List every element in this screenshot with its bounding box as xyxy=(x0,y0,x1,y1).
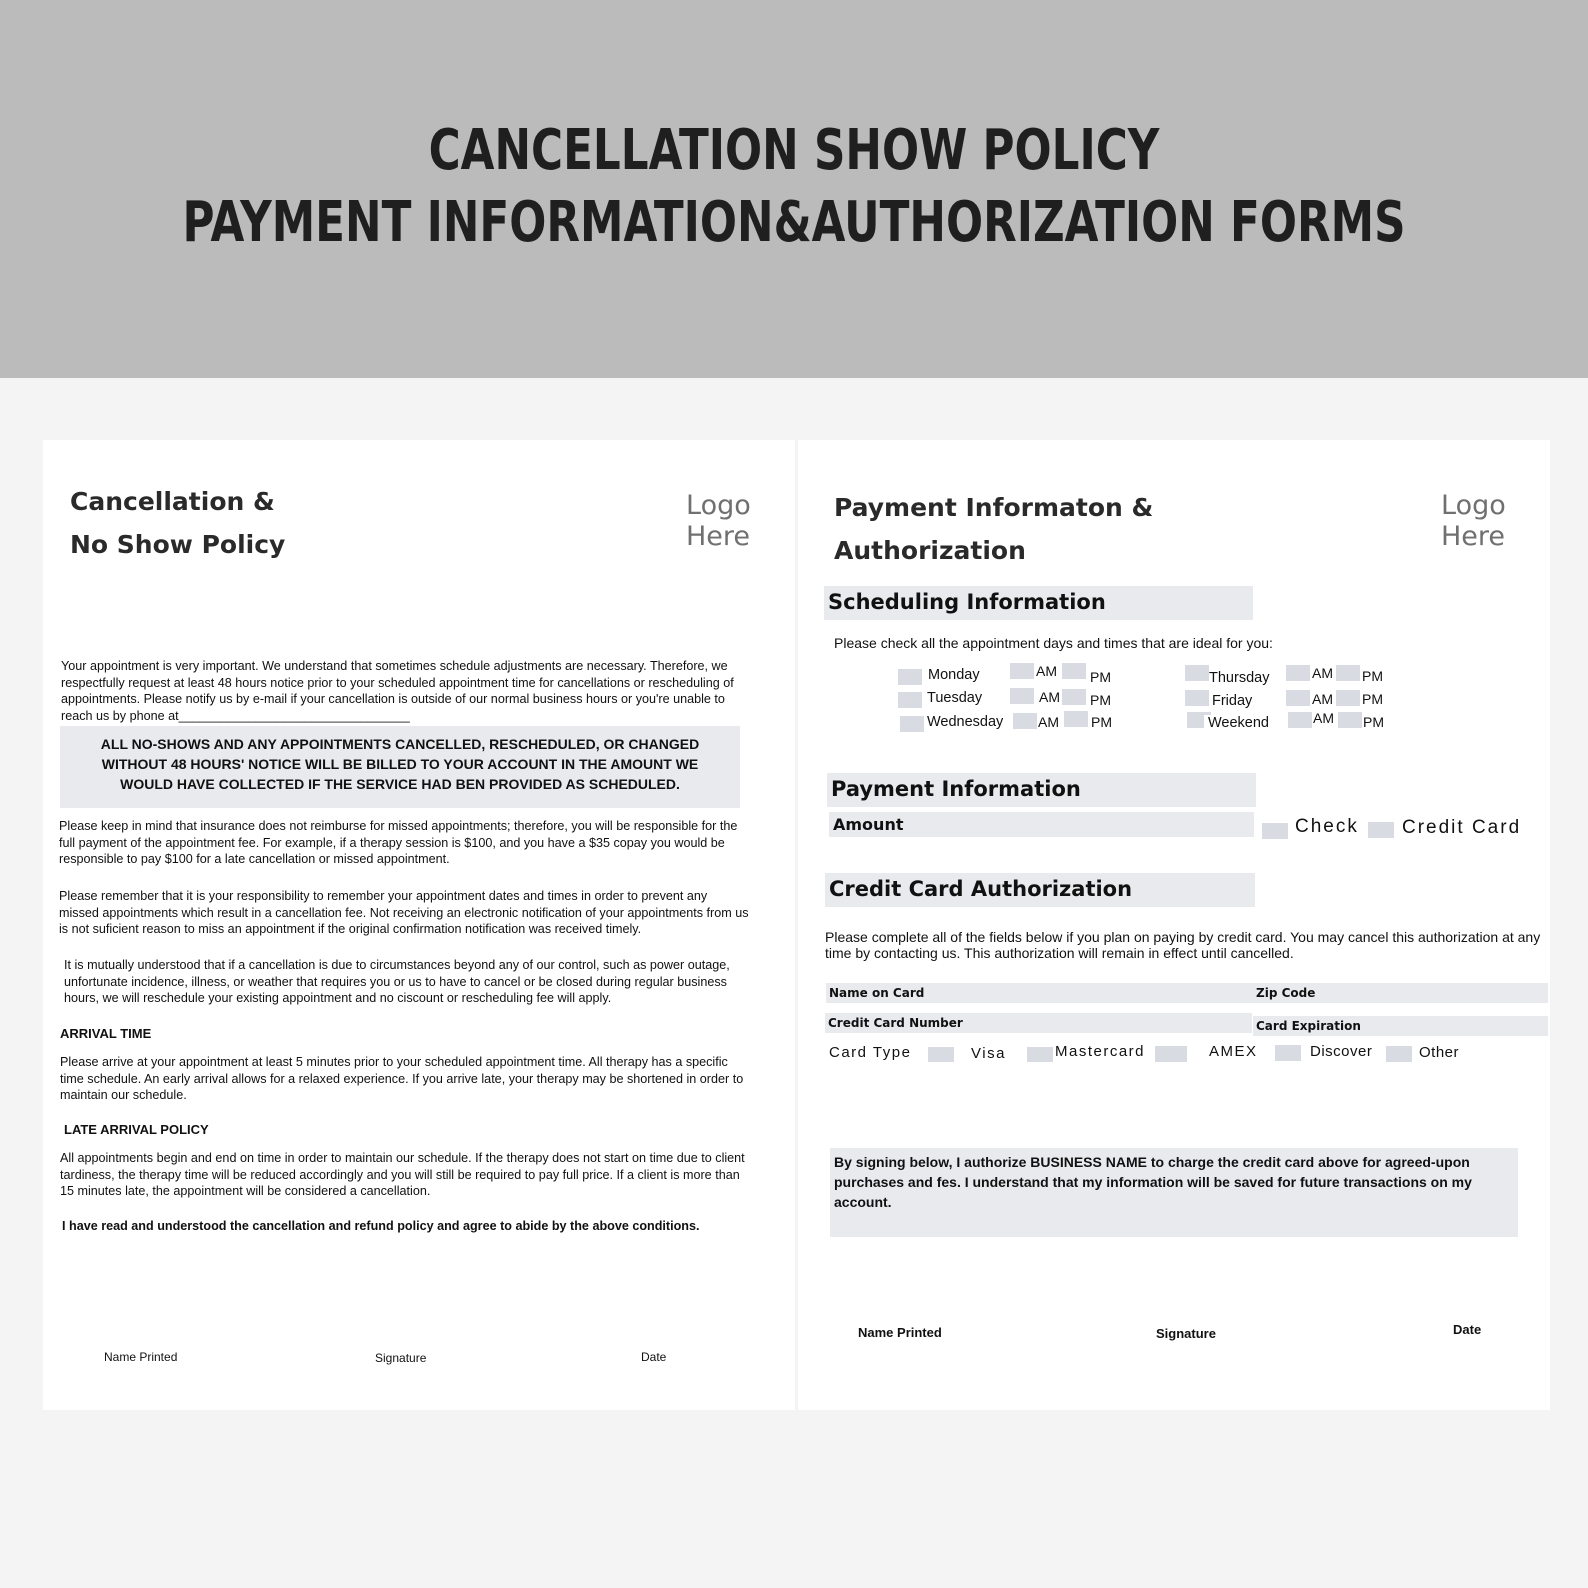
am-label: AM xyxy=(1036,663,1057,679)
scheduling-heading: Scheduling Information xyxy=(824,586,1253,620)
page-title-line-1: Payment Informaton & xyxy=(834,493,1154,522)
notice-box xyxy=(60,726,740,808)
header-banner xyxy=(0,0,1588,378)
logo-line-1: Logo xyxy=(686,490,751,521)
other-label: Other xyxy=(1419,1044,1460,1061)
payment-authorization-page xyxy=(798,440,1550,1410)
page-title-line-2: No Show Policy xyxy=(70,530,286,559)
thursday-pm-checkbox[interactable] xyxy=(1336,665,1360,681)
wednesday-pm-checkbox[interactable] xyxy=(1064,711,1088,727)
logo-placeholder xyxy=(1441,490,1506,552)
logo-line-1: Logo xyxy=(1441,490,1506,521)
name-on-card-field[interactable]: Name on Card xyxy=(826,983,1253,1003)
mastercard-label: Mastercard xyxy=(1055,1043,1146,1060)
amount-label: Amount xyxy=(833,815,904,834)
authorization-statement-box xyxy=(830,1148,1518,1237)
credit-card-authorization-heading: Credit Card Authorization xyxy=(825,873,1255,907)
day-friday: Friday xyxy=(1212,693,1253,709)
late-arrival-heading: LATE ARRIVAL POLICY xyxy=(64,1122,209,1137)
amex-checkbox[interactable] xyxy=(1155,1046,1187,1062)
responsibility-paragraph: Please remember that it is your responsibility to remember your appointment dates and times in order to prevent any missed appointments which result in a cancellation fee. Not receiving an electronic notification of your appointments from us is not suficient reason to miss an appointment if the original confirmation notification was received timely. xyxy=(59,889,749,936)
tuesday-am-checkbox[interactable] xyxy=(1010,688,1034,704)
thursday-checkbox[interactable] xyxy=(1185,665,1209,681)
page-title xyxy=(70,480,285,566)
credit-card-number-field[interactable]: Credit Card Number xyxy=(825,1013,1252,1033)
banner-title-line-2: PAYMENT INFORMATION&AUTHORIZATION FORMS xyxy=(182,190,1406,255)
credit-card-label: Credit Card xyxy=(1402,817,1522,838)
amex-label: AMEX xyxy=(1209,1043,1258,1060)
card-type-label: Card Type xyxy=(829,1044,912,1061)
banner-title-line-1: CANCELLATION SHOW POLICY xyxy=(428,118,1160,183)
agreement-statement: I have read and understood the cancellation and refund policy and agree to abide by the above conditions. xyxy=(62,1219,700,1233)
authorization-statement: By signing below, I authorize BUSINESS NAME to charge the credit card above for agreed-upon purchases and fes. I understand that my information will be saved for future transactions on my account. xyxy=(834,1154,1472,1210)
pm-label: PM xyxy=(1091,714,1112,730)
am-label: AM xyxy=(1039,689,1060,705)
zip-code-field[interactable]: Zip Code xyxy=(1253,983,1548,1003)
date-label: Date xyxy=(641,1350,667,1364)
check-checkbox[interactable] xyxy=(1262,823,1288,839)
mastercard-checkbox[interactable] xyxy=(1027,1047,1053,1062)
visa-label: Visa xyxy=(971,1045,1006,1062)
am-label: AM xyxy=(1313,710,1334,726)
logo-placeholder xyxy=(686,490,751,552)
other-checkbox[interactable] xyxy=(1386,1046,1412,1062)
friday-pm-checkbox[interactable] xyxy=(1336,690,1360,706)
discover-label: Discover xyxy=(1310,1043,1373,1060)
date-label: Date xyxy=(1453,1322,1482,1337)
notice-text: ALL NO-SHOWS AND ANY APPOINTMENTS CANCELLED, RESCHEDULED, OR CHANGED WITHOUT 48 HOURS' NOTICE WILL BE BILLED TO YOUR ACCOUNT IN THE AMOUNT WE WOULD HAVE COLLECTED IF THE SERVICE HAD BEN PROVIDED AS SCHEDULED. xyxy=(100,736,700,792)
monday-checkbox[interactable] xyxy=(898,669,922,685)
visa-checkbox[interactable] xyxy=(928,1047,954,1062)
tuesday-pm-checkbox[interactable] xyxy=(1062,689,1086,705)
logo-line-2: Here xyxy=(686,521,751,552)
wednesday-checkbox[interactable] xyxy=(900,716,924,732)
credit-card-instructions: Please complete all of the fields below if you plan on paying by credit card. You may cancel this authorization at any time by contacting us. This authorization will remain in effect until cancelled. xyxy=(825,929,1541,961)
check-label: Check xyxy=(1295,816,1359,837)
insurance-paragraph: Please keep in mind that insurance does not reimburse for missed appointments; therefore, you will be responsible for the full payment of the appointment fee. For example, if a therapy session is $100, and you have a $35 copay you would be responsible to pay $100 for a late cancellation or missed appointment. xyxy=(59,819,738,866)
am-label: AM xyxy=(1312,665,1333,681)
card-expiration-field[interactable]: Card Expiration xyxy=(1253,1016,1548,1036)
page-title-line-1: Cancellation & xyxy=(70,487,275,516)
pm-label: PM xyxy=(1090,692,1111,708)
signature-label: Signature xyxy=(375,1351,427,1365)
name-printed-label: Name Printed xyxy=(858,1325,942,1340)
mutual-understanding-paragraph: It is mutually understood that if a cancellation is due to circumstances beyond any of our control, such as power outage, unfortunate incidence, illness, or weather that requires you or us to have to cancel or be closed during regular business hours, we will reschedule your existing appointment and no ciscount or rescheduling fee will apply. xyxy=(64,958,730,1005)
day-monday: Monday xyxy=(928,667,980,683)
thursday-am-checkbox[interactable] xyxy=(1286,665,1310,681)
day-weekend: Weekend xyxy=(1204,715,1269,731)
am-label: AM xyxy=(1312,691,1333,707)
monday-am-checkbox[interactable] xyxy=(1010,663,1034,679)
pm-label: PM xyxy=(1362,691,1383,707)
intro-paragraph: Your appointment is very important. We understand that sometimes schedule adjustments are necessary. Therefore, we respectfully request at least 48 hours notice prior to your scheduled appointment time for cancellations or rescheduling of appointments. Please notify us by e-mail if your cancellation is outside of our normal business hours or you're unable to reach us by phone at_________________________________ xyxy=(61,659,734,723)
arrival-time-heading: ARRIVAL TIME xyxy=(60,1026,152,1041)
late-arrival-text: All appointments begin and end on time in order to maintain our schedule. If the therapy does not start on time due to client tardiness, the therapy time will be reduced accordingly and you will still be required to pay full price. If a client is more than 15 minutes late, the appointment will be considered a cancellation. xyxy=(60,1151,745,1198)
friday-checkbox[interactable] xyxy=(1185,690,1209,706)
wednesday-am-checkbox[interactable] xyxy=(1013,713,1037,729)
arrival-time-text: Please arrive at your appointment at least 5 minutes prior to your scheduled appointment time. All therapy has a specific time schedule. An early arrival allows for a relaxed experience. If you arrive late, your therapy may be shortened in order to maintain our schedule. xyxy=(60,1055,744,1102)
am-label: AM xyxy=(1038,714,1059,730)
weekend-am-checkbox[interactable] xyxy=(1288,712,1312,728)
credit-card-checkbox[interactable] xyxy=(1368,822,1394,838)
friday-am-checkbox[interactable] xyxy=(1286,690,1310,706)
cancellation-policy-page xyxy=(43,440,795,1410)
signature-label: Signature xyxy=(1156,1326,1216,1341)
page-title-line-2: Authorization xyxy=(834,536,1026,565)
weekend-pm-checkbox[interactable] xyxy=(1338,712,1362,728)
amount-field[interactable] xyxy=(829,812,1254,837)
discover-checkbox[interactable] xyxy=(1275,1045,1301,1061)
day-wednesday: Wednesday xyxy=(927,714,1004,730)
monday-pm-checkbox[interactable] xyxy=(1062,663,1086,679)
logo-line-2: Here xyxy=(1441,521,1506,552)
scheduling-prompt: Please check all the appointment days and times that are ideal for you: xyxy=(834,635,1273,651)
day-tuesday: Tuesday xyxy=(927,690,983,706)
name-printed-label: Name Printed xyxy=(104,1350,178,1364)
pm-label: PM xyxy=(1363,714,1384,730)
payment-information-heading: Payment Information xyxy=(827,773,1256,807)
pm-label: PM xyxy=(1090,669,1111,685)
page-title xyxy=(834,486,1153,572)
day-thursday: Thursday xyxy=(1209,670,1270,686)
pm-label: PM xyxy=(1362,668,1383,684)
tuesday-checkbox[interactable] xyxy=(898,692,922,708)
